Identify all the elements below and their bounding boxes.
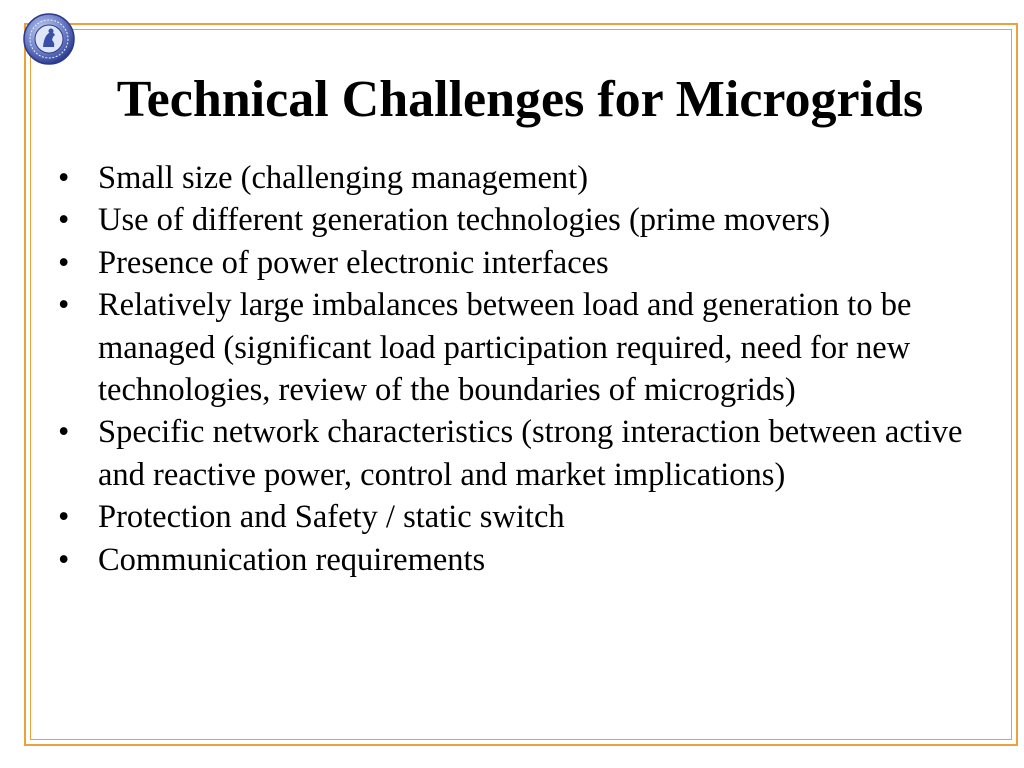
bullet-dot-icon: • bbox=[58, 244, 70, 281]
bullet-dot-icon: • bbox=[58, 202, 70, 239]
bullet-item bbox=[58, 539, 1003, 581]
bullet-text: Use of different generation technologies (prime movers) bbox=[98, 202, 831, 239]
bullet-dot-icon: • bbox=[58, 287, 70, 324]
bullet-text: Specific network characteristics (strong interaction between active and reactive power, control and market implications) bbox=[98, 414, 963, 493]
bullet-dot-icon: • bbox=[58, 499, 70, 536]
bullet-text: Presence of power electronic interfaces bbox=[98, 244, 609, 281]
bullet-dot-icon: • bbox=[58, 160, 70, 196]
slide-title: Technical Challenges for Microgrids bbox=[116, 71, 924, 128]
bullet-text: Small size (challenging management) bbox=[98, 160, 589, 196]
bullet-text: Communication requirements bbox=[98, 541, 486, 578]
bullet-item bbox=[58, 411, 1003, 496]
bullet-dot-icon: • bbox=[58, 414, 70, 451]
bullet-dot-icon: • bbox=[58, 541, 70, 578]
university-seal-icon bbox=[22, 12, 76, 66]
bullet-text: Protection and Safety / static switch bbox=[98, 499, 565, 536]
bullet-list bbox=[58, 157, 1003, 581]
bullet-item bbox=[58, 284, 1003, 411]
bullet-item bbox=[58, 242, 1003, 284]
bullet-text: Relatively large imbalances between load and generation to be managed (significant load participation required, need for new technologies, review of the boundaries of microgrids) bbox=[98, 287, 912, 409]
bullet-item bbox=[58, 157, 1003, 199]
bullet-item bbox=[58, 496, 1003, 538]
bullet-item bbox=[58, 199, 1003, 241]
